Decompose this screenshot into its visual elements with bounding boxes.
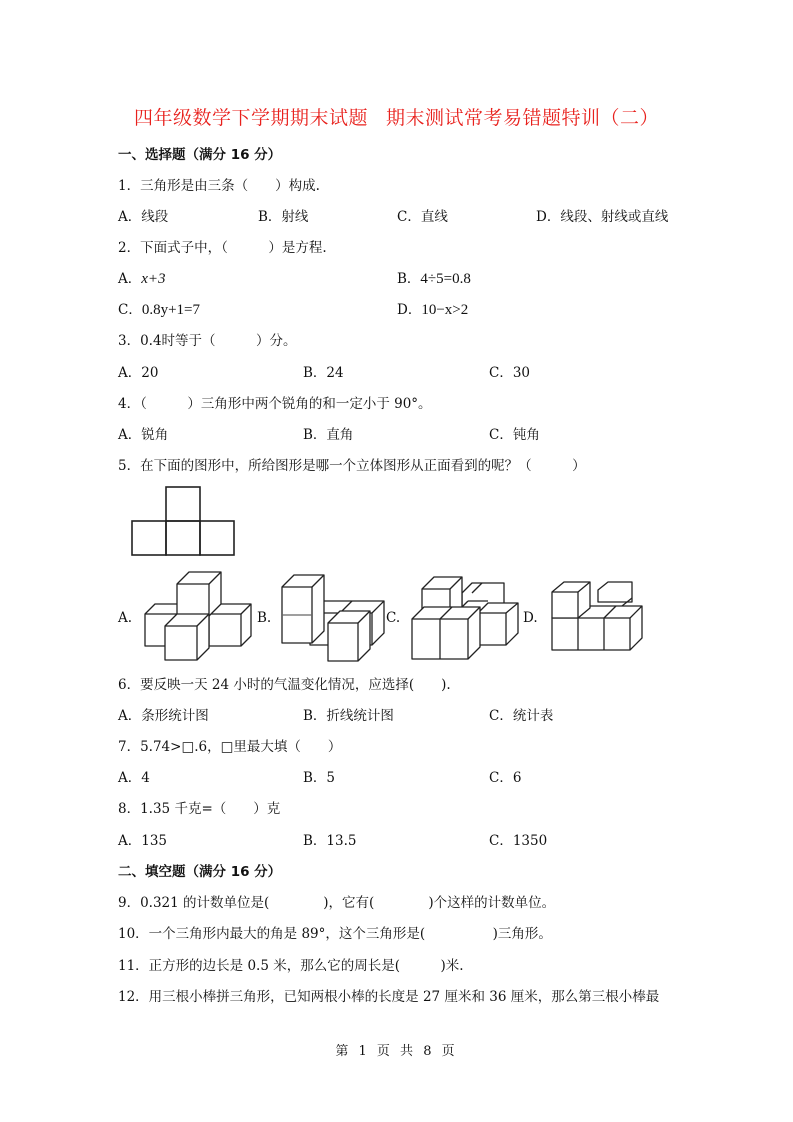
q6-option-b: B．折线统计图 [303,708,394,724]
q8-option-b: B．13.5 [303,833,357,849]
section-heading-fill: 二、填空题（满分 16 分） [118,864,282,880]
q5-cube-figure-d [550,580,646,652]
q4-option-c: C．钝角 [489,427,540,443]
q2-option-d-expr: 10−x>2 [421,302,469,318]
q2-option-d [397,301,468,319]
q2-option-a [118,270,166,288]
question-1-stem: 1．三角形是由三条（ ）构成. [118,178,320,194]
q2-option-a-label: A． [118,271,142,287]
title-part-2: 期末测试常考易错题特训（二） [386,107,660,129]
q3-option-a: A．20 [118,365,159,381]
question-6-stem: 6．要反映一天 24 小时的气温变化情况，应选择( ). [118,677,451,693]
q8-option-a: A．135 [118,833,168,849]
question-4-stem: 4．（ ）三角形中两个锐角的和一定小于 90°。 [118,396,432,412]
q1-option-d: D．线段、射线或直线 [536,209,669,225]
q7-option-b: B．5 [303,770,336,786]
question-7-stem: 7．5.74>□.6，□里最大填（ ） [118,739,342,755]
section-heading-choice: 一、选择题（满分 16 分） [118,147,282,163]
q2-option-b-label: B． [397,271,421,287]
q7-option-a: A．4 [118,770,150,786]
q5-cube-figure-a [143,570,255,662]
q2-option-b-expr: 4÷5=0.8 [420,271,471,287]
q5-cube-figure-b [280,573,390,663]
q2-option-d-label: D． [397,302,422,318]
q1-option-b: B．射线 [258,209,309,225]
question-9-stem: 9．0.321 的计数单位是( )，它有( )个这样的计数单位。 [118,895,556,911]
page-title [0,103,793,130]
q6-option-c: C．统计表 [489,708,554,724]
q4-option-a: A．锐角 [118,427,169,443]
q2-option-b [397,270,471,288]
question-3-stem: 3．0.4时等于（ ）分。 [118,333,297,349]
q3-option-b: B．24 [303,365,344,381]
front-view-figure [130,485,238,557]
q4-option-b: B．直角 [303,427,354,443]
q2-option-c-label: C． [118,302,142,318]
q5-option-d-label: D. [523,610,538,626]
q6-option-a: A．条形统计图 [118,708,209,724]
question-8-stem: 8．1.35 千克=（ ）克 [118,801,281,817]
q5-option-a-label: A. [118,610,133,626]
question-2-stem: 2．下面式子中，（ ）是方程. [118,240,327,256]
page-footer: 第 1 页 共 8 页 [335,1044,458,1059]
q5-option-b-label: B. [257,610,272,626]
question-10-stem: 10．一个三角形内最大的角是 89°，这个三角形是( )三角形。 [118,926,552,942]
q1-option-a: A．线段 [118,209,169,225]
title-part-1: 四年级数学下学期期末试题 [133,107,368,129]
q2-option-c [118,301,200,319]
q8-option-c: C．1350 [489,833,548,849]
question-11-stem: 11．正方形的边长是 0.5 米，那么它的周长是( )米. [118,958,464,974]
question-12-stem: 12．用三根小棒拼三角形，已知两根小棒的长度是 27 厘米和 36 厘米，那么第三根小棒最 [118,989,660,1005]
question-5-stem: 5．在下面的图形中，所给图形是哪一个立体图形从正面看到的呢？（ ） [118,458,586,474]
q3-option-c: C．30 [489,365,531,381]
q2-option-a-expr: x+3 [141,271,166,287]
q2-option-c-expr: 0.8y+1=7 [141,302,201,318]
q5-option-c-label: C. [386,610,401,626]
q7-option-c: C．6 [489,770,522,786]
q1-option-c: C．直线 [397,209,448,225]
q5-cube-figure-c [410,573,522,663]
